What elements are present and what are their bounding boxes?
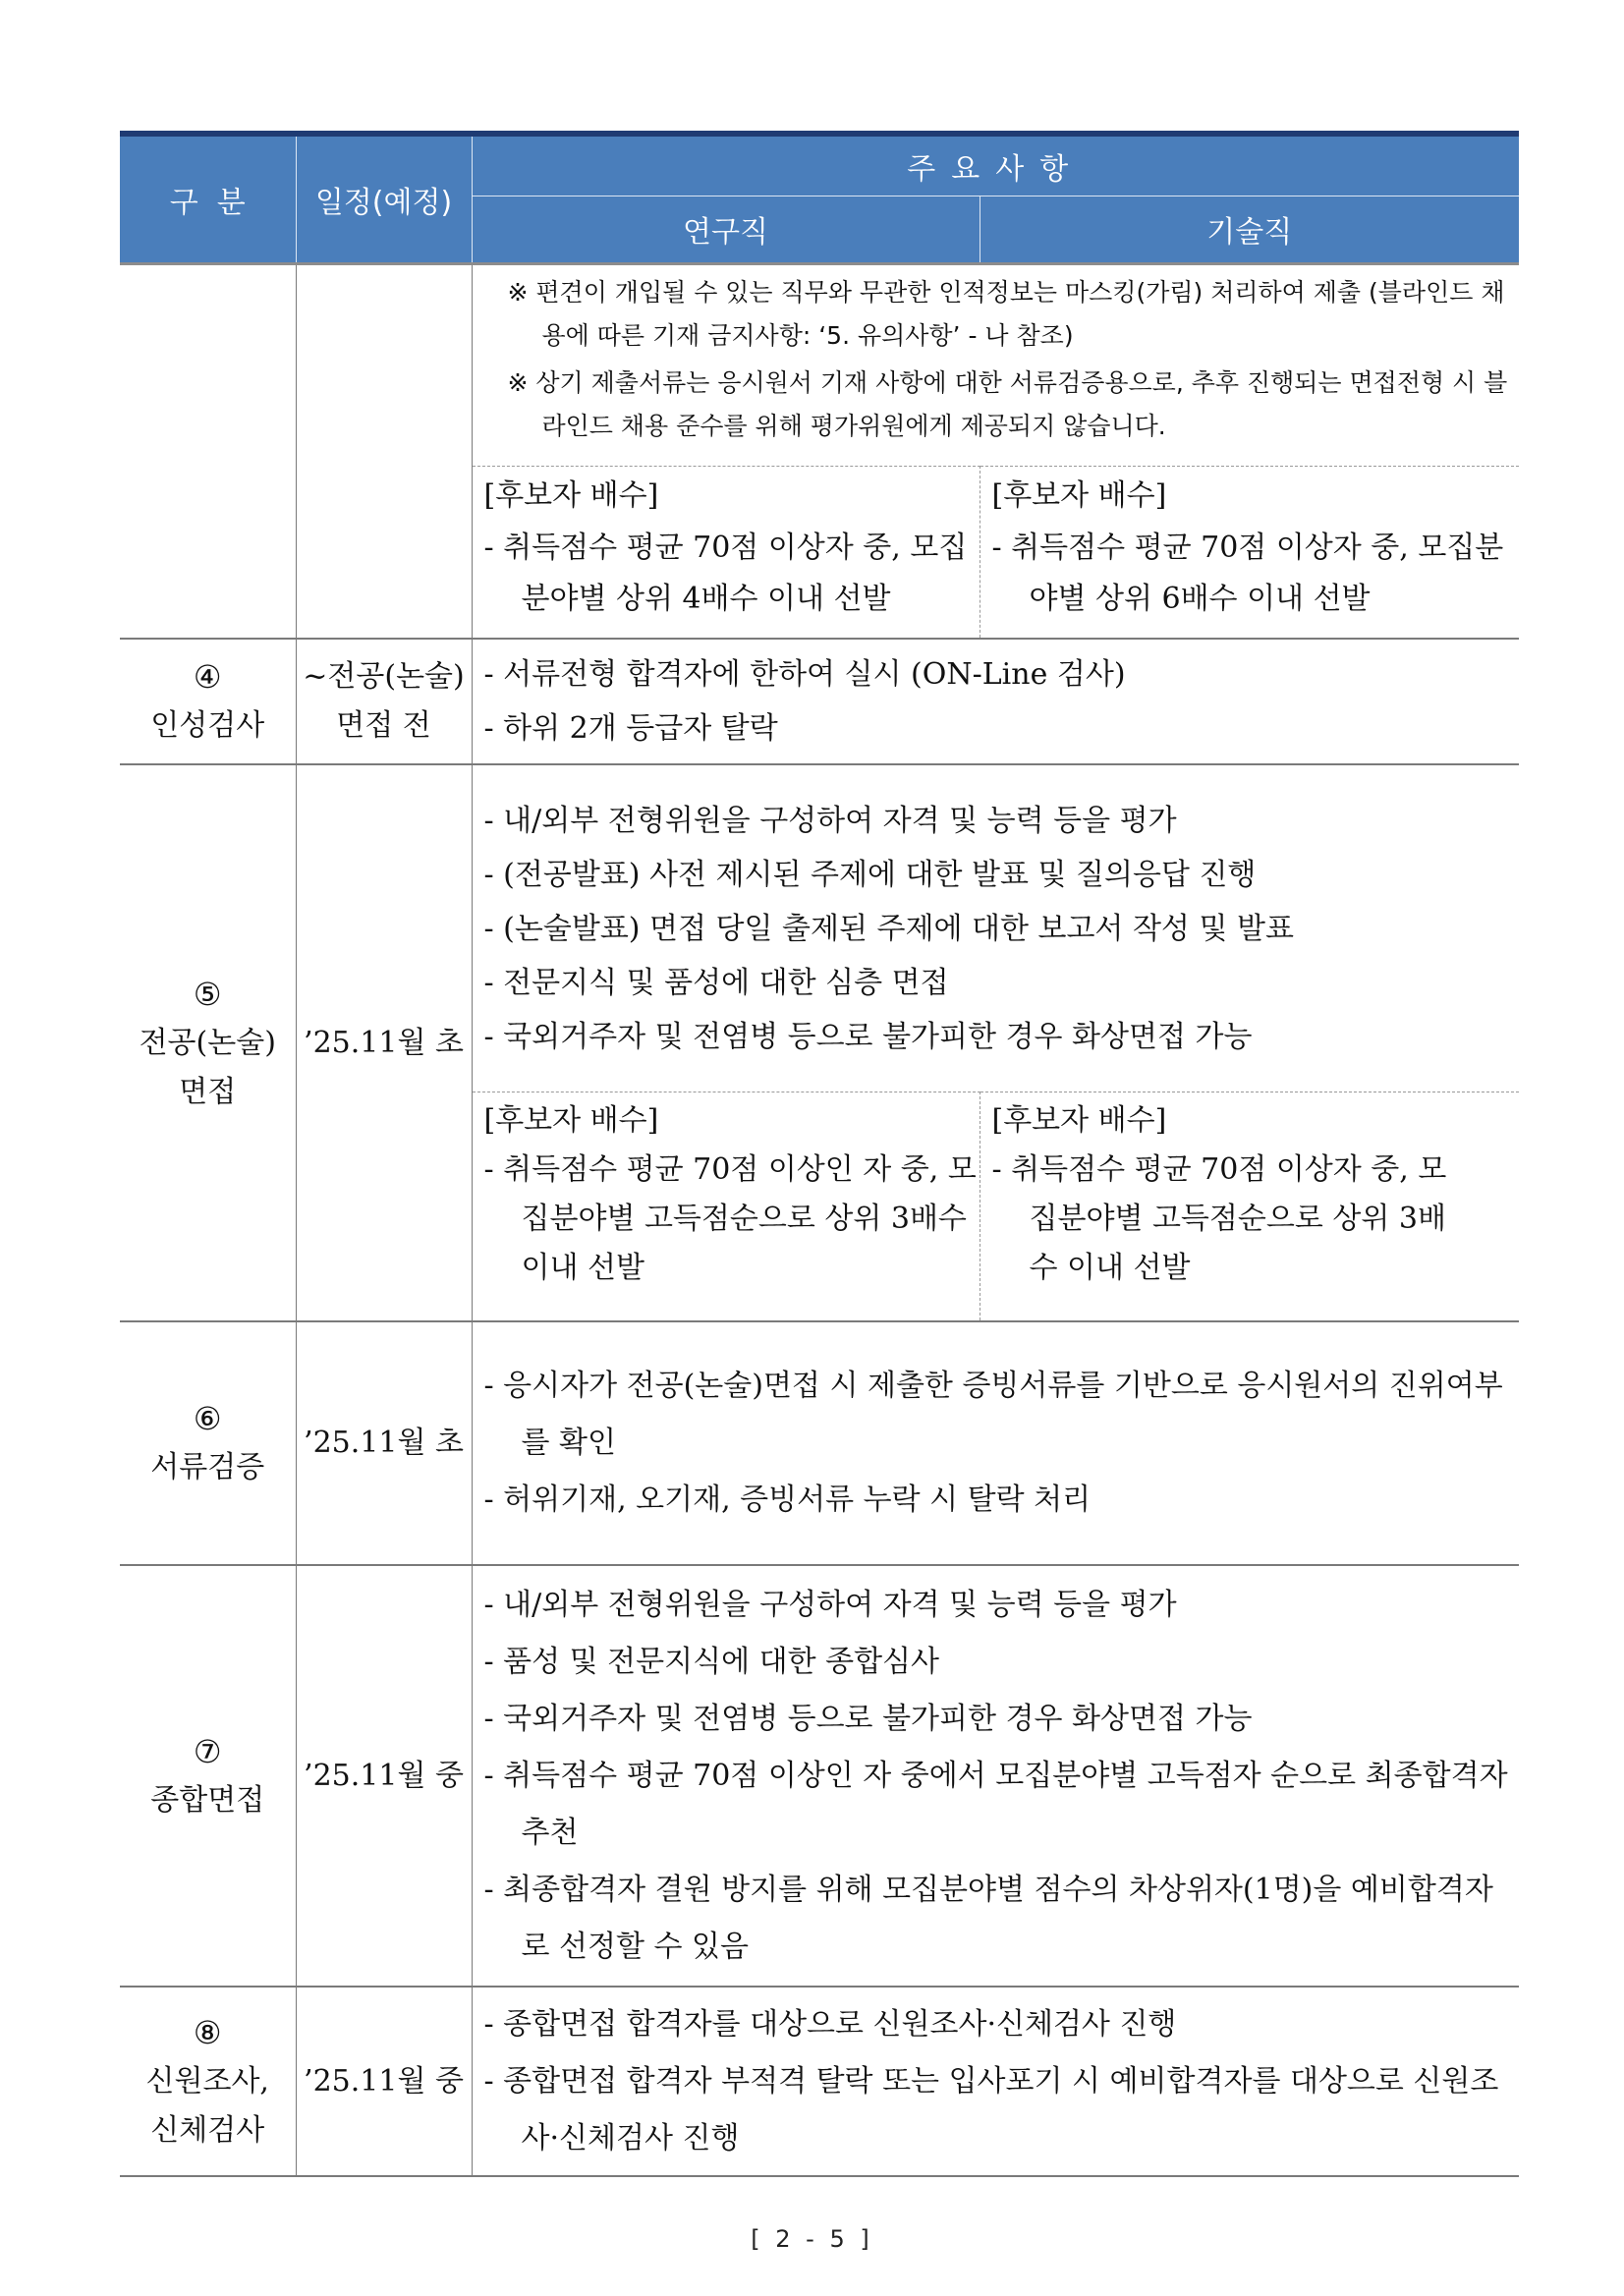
header-category: 구 분 — [120, 134, 296, 264]
technical-candidate-item: - 취득점수 평균 70점 이상자 중, 모집분야별 고득점순으로 상위 3배수 이내 선발 — [991, 1152, 1447, 1285]
category-final-interview — [120, 1565, 296, 1987]
content-item: - 전문지식 및 품성에 대한 심층 면접 — [483, 965, 949, 1000]
subheader-technical: 기술직 — [980, 196, 1519, 263]
step-name-line: 면접 — [179, 1074, 237, 1109]
research-candidate-cell — [472, 467, 980, 640]
schedule-personality-test — [296, 639, 472, 764]
table-row-major-interview — [120, 764, 1519, 1092]
table-row-document-verification — [120, 1321, 1519, 1565]
content-item: - 허위기재, 오기재, 증빙서류 누락 시 탈락 처리 — [483, 1483, 1092, 1517]
content-final-interview — [472, 1565, 1519, 1987]
technical-candidate-title: [후보자 배수] — [991, 1103, 1167, 1138]
note-documents: ※ 상기 제출서류는 응시원서 기재 사항에 대한 서류검증용으로, 추후 진행되는 면접전형 시 블라인드 채용 준수를 위해 평가위원에게 제공되지 않습니다. — [507, 368, 1508, 440]
header-main-items: 주요사항 — [472, 134, 1519, 196]
step-number: ⑤ — [193, 975, 222, 1013]
schedule-cell-empty — [296, 264, 472, 640]
category-background-health-check — [120, 1987, 296, 2176]
category-cell-empty — [120, 264, 296, 640]
content-item: - (전공발표) 사전 제시된 주제에 대한 발표 및 질의응답 진행 — [483, 857, 1257, 892]
content-item: - 서류전형 합격자에 한하여 실시 (ON-Line 검사) — [483, 657, 1126, 692]
header-schedule: 일정(예정) — [296, 134, 472, 264]
content-item: - (논술발표) 면접 당일 출제된 주제에 대한 보고서 작성 및 발표 — [483, 911, 1294, 946]
step-name-line: 신원조사, — [145, 2063, 269, 2099]
step-number: ⑥ — [193, 1400, 222, 1437]
schedule-final-interview: ’25.11월 중 — [296, 1565, 472, 1987]
schedule-document-verification: ’25.11월 초 — [296, 1321, 472, 1565]
content-item: - 내/외부 전형위원을 구성하여 자격 및 능력 등을 평가 — [483, 1587, 1177, 1622]
content-item: - 종합면접 합격자 부적격 탈락 또는 입사포기 시 예비합격자를 대상으로 신원조사·신체검사 진행 — [483, 2063, 1499, 2156]
content-item: - 하위 2개 등급자 탈락 — [483, 711, 778, 746]
content-item: - 취득점수 평균 70점 이상인 자 중에서 모집분야별 고득점자 순으로 최종합격자 추천 — [483, 1758, 1508, 1850]
notes-cell — [472, 264, 1519, 467]
content-item: - 국외거주자 및 전염병 등으로 불가피한 경우 화상면접 가능 — [483, 1701, 1253, 1736]
category-document-verification — [120, 1321, 296, 1565]
content-item: - 내/외부 전형위원을 구성하여 자격 및 능력 등을 평가 — [483, 803, 1177, 838]
step-number: ④ — [193, 658, 222, 696]
research-candidate-title: [후보자 배수] — [483, 1103, 659, 1138]
content-background-health-check — [472, 1987, 1519, 2176]
research-candidate-item: - 취득점수 평균 70점 이상자 중, 모집분야별 상위 4배수 이내 선발 — [483, 531, 968, 616]
content-item: - 국외거주자 및 전염병 등으로 불가피한 경우 화상면접 가능 — [483, 1019, 1253, 1054]
notes-block — [473, 271, 1520, 448]
step-name: 인성검사 — [150, 708, 265, 743]
content-item: - 품성 및 전문지식에 대한 종합심사 — [483, 1644, 940, 1679]
schedule-line: 면접 전 — [336, 708, 431, 743]
technical-candidate-title: [후보자 배수] — [991, 478, 1167, 513]
page-number: [ 2 - 5 ] — [751, 2225, 873, 2253]
research-candidate-title: [후보자 배수] — [483, 478, 659, 513]
technical-candidate-cell — [980, 467, 1519, 640]
content-item: - 응시자가 전공(논술)면접 시 제출한 증빙서류를 기반으로 응시원서의 진위여부를 확인 — [483, 1369, 1503, 1460]
step-name-line: 전공(논술) — [139, 1025, 276, 1060]
step-number: ⑦ — [193, 1732, 222, 1770]
content-item: - 최종합격자 결원 방지를 위해 모집분야별 점수의 차상위자(1명)을 예비합격자로 선정할 수 있음 — [483, 1872, 1493, 1964]
category-personality-test — [120, 639, 296, 764]
content-personality-test — [472, 639, 1519, 764]
schedule-major-interview: ’25.11월 초 — [296, 764, 472, 1321]
technical-candidate-item: - 취득점수 평균 70점 이상자 중, 모집분야별 상위 6배수 이내 선발 — [991, 531, 1504, 616]
content-major-interview — [472, 764, 1519, 1092]
subheader-research: 연구직 — [472, 196, 980, 263]
category-major-interview — [120, 764, 296, 1321]
table-row-personality-test — [120, 639, 1519, 764]
table-row-background-health-check — [120, 1987, 1519, 2176]
table-header-row — [120, 134, 1519, 196]
recruitment-schedule-table — [120, 131, 1519, 2177]
table-row-documents-continued — [120, 264, 1519, 467]
research-candidate-cell — [472, 1092, 980, 1322]
research-candidate-item: - 취득점수 평균 70점 이상인 자 중, 모집분야별 고득점순으로 상위 3배수 이내 선발 — [483, 1152, 977, 1285]
step-name: 종합면접 — [150, 1782, 265, 1818]
table-row-final-interview — [120, 1565, 1519, 1987]
step-name-line: 신체검사 — [150, 2112, 265, 2148]
technical-candidate-cell — [980, 1092, 1519, 1322]
schedule-line: ~전공(논술) — [303, 659, 465, 694]
step-number: ⑧ — [193, 2013, 222, 2051]
content-document-verification — [472, 1321, 1519, 1565]
note-masking: ※ 편견이 개입될 수 있는 직무와 무관한 인적정보는 마스킹(가림) 처리하여 제출 (블라인드 채용에 따른 기재 금지사항: ‘5. 유의사항’ - 나 참조) — [507, 278, 1505, 350]
schedule-background-health-check: ’25.11월 중 — [296, 1987, 472, 2176]
content-item: - 종합면접 합격자를 대상으로 신원조사·신체검사 진행 — [483, 2006, 1177, 2042]
step-name: 서류검증 — [150, 1450, 265, 1484]
